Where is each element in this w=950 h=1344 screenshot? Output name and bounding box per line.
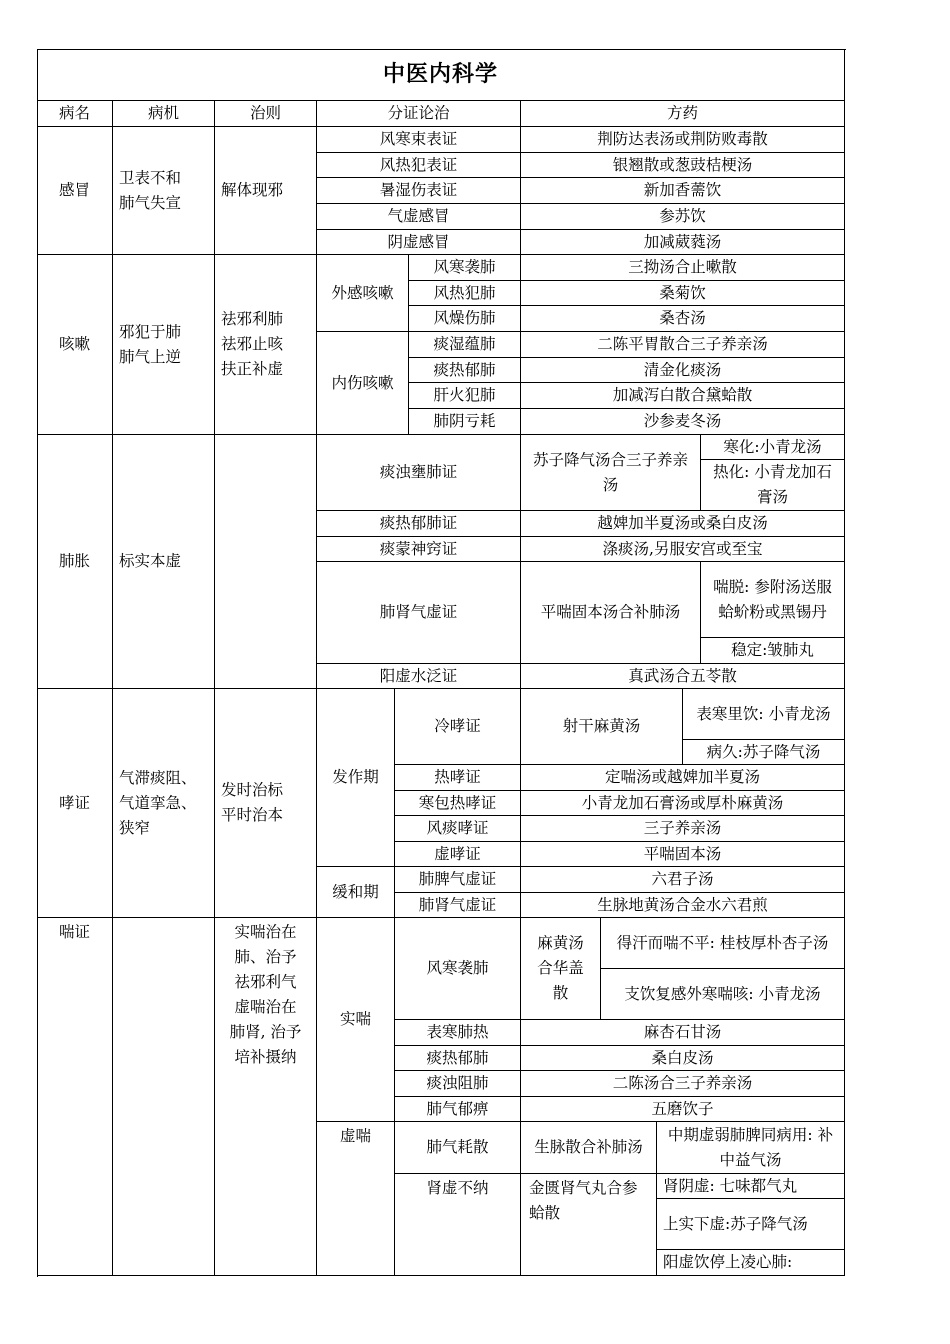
formula-cell: 桑菊饮 bbox=[521, 281, 845, 306]
syndrome-cell: 虚哮证 bbox=[395, 842, 521, 867]
formula-cell: 六君子汤 bbox=[521, 867, 845, 893]
formula-variant: 稳定:皱肺丸 bbox=[701, 638, 845, 664]
formula-variant: 寒化:小青龙汤 bbox=[701, 435, 845, 460]
syndrome-cell: 肺阴亏耗 bbox=[409, 409, 521, 435]
syndrome-cell: 表寒肺热 bbox=[395, 1020, 521, 1046]
principle-chuanzheng: 实喘治在肺、治予祛邪利气虚喘治在肺肾, 治予培补摄纳 bbox=[215, 918, 317, 1276]
formula-cell: 五磨饮子 bbox=[521, 1097, 845, 1122]
syndrome-cell: 阴虚感冒 bbox=[317, 230, 521, 255]
formula-cell: 平喘固本汤合补肺汤 bbox=[521, 562, 701, 664]
syndrome-cell: 肺肾气虚证 bbox=[395, 893, 521, 918]
syndrome-cell: 痰湿蕴肺 bbox=[409, 332, 521, 358]
syndrome-cell: 风寒袭肺 bbox=[395, 918, 521, 1020]
syndrome-cell: 风寒袭肺 bbox=[409, 255, 521, 281]
tcm-table bbox=[37, 49, 845, 1276]
formula-cell: 真武汤合五苓散 bbox=[521, 664, 845, 689]
formula-variant: 肾阴虚: 七味都气丸 bbox=[657, 1174, 845, 1199]
mechanism-chuanzheng bbox=[113, 918, 215, 1276]
syndrome-cell: 风寒束表证 bbox=[317, 127, 521, 153]
formula-variant: 阳虚饮停上凌心肺: bbox=[657, 1250, 845, 1276]
formula-cell: 涤痰汤,另服安宫或至宝 bbox=[521, 537, 845, 562]
header-disease: 病名 bbox=[37, 101, 113, 127]
disease-feizhang: 肺胀 bbox=[37, 435, 113, 689]
syndrome-cell: 寒包热哮证 bbox=[395, 791, 521, 816]
formula-cell: 银翘散或葱豉桔梗汤 bbox=[521, 153, 845, 178]
syndrome-cell: 肺肾气虚证 bbox=[317, 562, 521, 664]
header-syndrome: 分证论治 bbox=[317, 101, 521, 127]
syndrome-cell: 痰浊阻肺 bbox=[395, 1071, 521, 1097]
period-attack: 发作期 bbox=[317, 689, 395, 867]
formula-cell: 二陈平胃散合三子养亲汤 bbox=[521, 332, 845, 358]
formula-cell: 加减泻白散合黛蛤散 bbox=[521, 383, 845, 409]
formula-cell: 定喘汤或越婢加半夏汤 bbox=[521, 765, 845, 791]
principle-feizhang bbox=[215, 435, 317, 689]
syndrome-cell: 阳虚水泛证 bbox=[317, 664, 521, 689]
formula-cell: 二陈汤合三子养亲汤 bbox=[521, 1071, 845, 1097]
syndrome-cell: 痰蒙神窍证 bbox=[317, 537, 521, 562]
formula-cell: 射干麻黄汤 bbox=[521, 689, 683, 765]
mechanism-xiaozheng: 气滞痰阻、 气道挛急、狭窄 bbox=[113, 689, 215, 918]
category-excess: 实喘 bbox=[317, 918, 395, 1122]
syndrome-cell: 风热犯肺 bbox=[409, 281, 521, 306]
formula-cell: 清金化痰汤 bbox=[521, 358, 845, 383]
disease-ganmao: 感冒 bbox=[37, 127, 113, 255]
header-principle: 治则 bbox=[215, 101, 317, 127]
syndrome-cell: 痰热郁肺 bbox=[395, 1046, 521, 1071]
formula-cell: 金匮肾气丸合参蛤散 bbox=[521, 1174, 657, 1276]
syndrome-cell: 肺气郁痹 bbox=[395, 1097, 521, 1122]
formula-cell: 平喘固本汤 bbox=[521, 842, 845, 867]
syndrome-cell: 肺气耗散 bbox=[395, 1122, 521, 1174]
formula-cell: 参苏饮 bbox=[521, 204, 845, 230]
formula-variant: 得汗而喘不平: 桂枝厚朴杏子汤 bbox=[601, 918, 845, 969]
formula-cell: 生脉地黄汤合金水六君煎 bbox=[521, 893, 845, 918]
formula-cell: 生脉散合补肺汤 bbox=[521, 1122, 657, 1174]
disease-xiaozheng: 哮证 bbox=[37, 689, 113, 918]
syndrome-cell: 肾虚不纳 bbox=[395, 1174, 521, 1276]
table-title: 中医内科学 bbox=[37, 49, 845, 101]
category-deficiency: 虚喘 bbox=[317, 1122, 395, 1276]
principle-ganmao: 解体现邪 bbox=[215, 127, 317, 255]
group-internal-cough: 内伤咳嗽 bbox=[317, 332, 409, 435]
formula-cell: 小青龙加石膏汤或厚朴麻黄汤 bbox=[521, 791, 845, 816]
syndrome-cell: 冷哮证 bbox=[395, 689, 521, 765]
formula-cell: 三拗汤合止嗽散 bbox=[521, 255, 845, 281]
syndrome-cell: 热哮证 bbox=[395, 765, 521, 791]
formula-cell: 沙参麦冬汤 bbox=[521, 409, 845, 435]
syndrome-cell: 气虚感冒 bbox=[317, 204, 521, 230]
formula-cell: 桑白皮汤 bbox=[521, 1046, 845, 1071]
syndrome-cell: 肝火犯肺 bbox=[409, 383, 521, 409]
formula-cell: 麻杏石甘汤 bbox=[521, 1020, 845, 1046]
formula-cell: 新加香薷饮 bbox=[521, 178, 845, 204]
formula-cell: 荆防达表汤或荆防败毒散 bbox=[521, 127, 845, 153]
syndrome-cell: 痰浊壅肺证 bbox=[317, 435, 521, 511]
formula-variant: 上实下虚:苏子降气汤 bbox=[657, 1199, 845, 1250]
mechanism-ganmao: 卫表不和 肺气失宣 bbox=[113, 127, 215, 255]
principle-kesou: 祛邪利肺 祛邪止咳 扶正补虚 bbox=[215, 255, 317, 435]
formula-variant: 热化: 小青龙加石膏汤 bbox=[701, 460, 845, 511]
formula-cell: 三子养亲汤 bbox=[521, 816, 845, 842]
principle-xiaozheng: 发时治标 平时治本 bbox=[215, 689, 317, 918]
formula-cell: 桑杏汤 bbox=[521, 306, 845, 332]
syndrome-cell: 风痰哮证 bbox=[395, 816, 521, 842]
syndrome-cell: 暑湿伤表证 bbox=[317, 178, 521, 204]
syndrome-cell: 风热犯表证 bbox=[317, 153, 521, 178]
formula-cell: 苏子降气汤合三子养亲汤 bbox=[521, 435, 701, 511]
syndrome-cell: 痰热郁肺证 bbox=[317, 511, 521, 537]
syndrome-cell: 痰热郁肺 bbox=[409, 358, 521, 383]
mechanism-kesou: 邪犯于肺 肺气上逆 bbox=[113, 255, 215, 435]
formula-cell: 加减葳蕤汤 bbox=[521, 230, 845, 255]
formula-cell: 越婢加半夏汤或桑白皮汤 bbox=[521, 511, 845, 537]
header-mechanism: 病机 bbox=[113, 101, 215, 127]
group-external-cough: 外感咳嗽 bbox=[317, 255, 409, 332]
header-formula: 方药 bbox=[521, 101, 845, 127]
syndrome-cell: 风燥伤肺 bbox=[409, 306, 521, 332]
formula-variant: 喘脱: 参附汤送服蛤蚧粉或黑锡丹 bbox=[701, 562, 845, 638]
formula-variant: 支饮复感外寒喘咳: 小青龙汤 bbox=[601, 969, 845, 1020]
mechanism-feizhang: 标实本虚 bbox=[113, 435, 215, 689]
disease-chuanzheng: 喘证 bbox=[37, 918, 113, 1276]
disease-kesou: 咳嗽 bbox=[37, 255, 113, 435]
formula-variant: 中期虚弱肺脾同病用: 补中益气汤 bbox=[657, 1122, 845, 1174]
formula-variant: 表寒里饮: 小青龙汤 bbox=[683, 689, 845, 740]
period-remission: 缓和期 bbox=[317, 867, 395, 918]
formula-cell: 麻黄汤合华盖散 bbox=[521, 918, 601, 1020]
formula-variant: 病久:苏子降气汤 bbox=[683, 740, 845, 765]
syndrome-cell: 肺脾气虚证 bbox=[395, 867, 521, 893]
